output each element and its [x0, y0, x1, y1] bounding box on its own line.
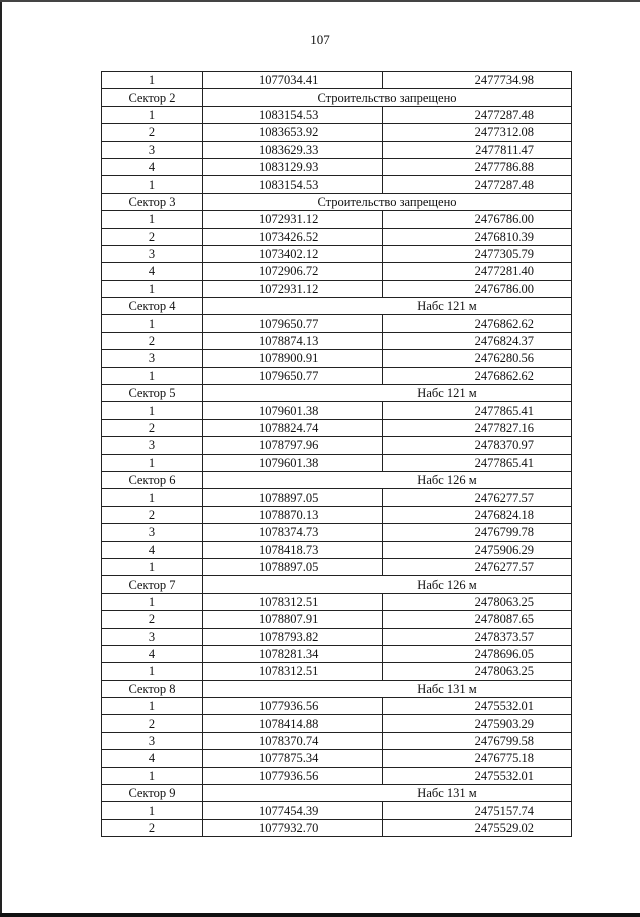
point-number: 1 — [102, 663, 203, 680]
y-coordinate: 2478696.05 — [383, 645, 572, 662]
x-coordinate: 1077875.34 — [203, 750, 383, 767]
table-row — [102, 489, 572, 506]
point-number: 1 — [102, 489, 203, 506]
x-coordinate: 1072906.72 — [203, 263, 383, 280]
point-number: 2 — [102, 611, 203, 628]
table-row — [102, 280, 572, 297]
y-coordinate: 2478373.57 — [383, 628, 572, 645]
table-row — [102, 732, 572, 749]
y-coordinate: 2477734.98 — [383, 72, 572, 89]
y-coordinate: 2475532.01 — [383, 698, 572, 715]
x-coordinate: 1078414.88 — [203, 715, 383, 732]
point-number: 1 — [102, 802, 203, 819]
table-row — [102, 315, 572, 332]
x-coordinate: 1072931.12 — [203, 280, 383, 297]
sector-label: Сектор 9 — [102, 785, 203, 802]
sector-note: Строительство запрещено — [203, 193, 572, 210]
y-coordinate: 2476810.39 — [383, 228, 572, 245]
y-coordinate: 2475529.02 — [383, 819, 572, 836]
point-number: 1 — [102, 454, 203, 471]
x-coordinate: 1083629.33 — [203, 141, 383, 158]
coordinates-table — [101, 71, 572, 837]
sector-header-row — [102, 785, 572, 802]
table-row — [102, 645, 572, 662]
y-coordinate: 2478063.25 — [383, 663, 572, 680]
table-row — [102, 506, 572, 523]
table-row — [102, 72, 572, 89]
sector-note: Набс 126 м — [203, 576, 572, 593]
y-coordinate: 2477865.41 — [383, 454, 572, 471]
x-coordinate: 1078312.51 — [203, 593, 383, 610]
y-coordinate: 2475157.74 — [383, 802, 572, 819]
point-number: 4 — [102, 158, 203, 175]
sector-header-row — [102, 471, 572, 488]
y-coordinate: 2476277.57 — [383, 489, 572, 506]
y-coordinate: 2476799.58 — [383, 732, 572, 749]
sector-note: Набс 131 м — [203, 785, 572, 802]
x-coordinate: 1078374.73 — [203, 524, 383, 541]
y-coordinate: 2477305.79 — [383, 245, 572, 262]
point-number: 2 — [102, 124, 203, 141]
point-number: 2 — [102, 332, 203, 349]
point-number: 4 — [102, 750, 203, 767]
table-row — [102, 124, 572, 141]
point-number: 4 — [102, 263, 203, 280]
y-coordinate: 2476280.56 — [383, 350, 572, 367]
sector-note: Набс 121 м — [203, 298, 572, 315]
x-coordinate: 1083154.53 — [203, 176, 383, 193]
y-coordinate: 2475903.29 — [383, 715, 572, 732]
sector-label: Сектор 7 — [102, 576, 203, 593]
point-number: 1 — [102, 72, 203, 89]
table-row — [102, 419, 572, 436]
point-number: 1 — [102, 558, 203, 575]
table-row — [102, 750, 572, 767]
x-coordinate: 1078897.05 — [203, 489, 383, 506]
x-coordinate: 1077454.39 — [203, 802, 383, 819]
table-row — [102, 698, 572, 715]
sector-label: Сектор 2 — [102, 89, 203, 106]
point-number: 2 — [102, 819, 203, 836]
x-coordinate: 1072931.12 — [203, 211, 383, 228]
sector-header-row — [102, 89, 572, 106]
x-coordinate: 1077932.70 — [203, 819, 383, 836]
x-coordinate: 1083154.53 — [203, 106, 383, 123]
table-row — [102, 802, 572, 819]
point-number: 3 — [102, 350, 203, 367]
x-coordinate: 1078897.05 — [203, 558, 383, 575]
table-row — [102, 819, 572, 836]
point-number: 1 — [102, 593, 203, 610]
sector-header-row — [102, 193, 572, 210]
table-row — [102, 141, 572, 158]
point-number: 1 — [102, 106, 203, 123]
sector-header-row — [102, 298, 572, 315]
scan-bottom-edge — [0, 913, 640, 917]
point-number: 2 — [102, 228, 203, 245]
x-coordinate: 1078418.73 — [203, 541, 383, 558]
x-coordinate: 1077034.41 — [203, 72, 383, 89]
y-coordinate: 2477811.47 — [383, 141, 572, 158]
point-number: 1 — [102, 315, 203, 332]
y-coordinate: 2477827.16 — [383, 419, 572, 436]
x-coordinate: 1083653.92 — [203, 124, 383, 141]
table-row — [102, 402, 572, 419]
point-number: 2 — [102, 715, 203, 732]
x-coordinate: 1078793.82 — [203, 628, 383, 645]
x-coordinate: 1078370.74 — [203, 732, 383, 749]
y-coordinate: 2476824.18 — [383, 506, 572, 523]
y-coordinate: 2477287.48 — [383, 106, 572, 123]
sector-header-row — [102, 385, 572, 402]
y-coordinate: 2476277.57 — [383, 558, 572, 575]
x-coordinate: 1073402.12 — [203, 245, 383, 262]
x-coordinate: 1079601.38 — [203, 402, 383, 419]
point-number: 1 — [102, 698, 203, 715]
sector-note: Набс 131 м — [203, 680, 572, 697]
x-coordinate: 1078824.74 — [203, 419, 383, 436]
y-coordinate: 2476786.00 — [383, 280, 572, 297]
y-coordinate: 2478087.65 — [383, 611, 572, 628]
table-row — [102, 558, 572, 575]
table-row — [102, 158, 572, 175]
y-coordinate: 2476799.78 — [383, 524, 572, 541]
sector-label: Сектор 6 — [102, 471, 203, 488]
y-coordinate: 2477281.40 — [383, 263, 572, 280]
table-row — [102, 176, 572, 193]
sector-header-row — [102, 680, 572, 697]
table-row — [102, 593, 572, 610]
page-number: 107 — [310, 32, 330, 47]
y-coordinate: 2477287.48 — [383, 176, 572, 193]
table-row — [102, 106, 572, 123]
scan-top-edge — [0, 0, 640, 2]
sector-note: Набс 121 м — [203, 385, 572, 402]
point-number: 3 — [102, 628, 203, 645]
point-number: 3 — [102, 524, 203, 541]
table-row — [102, 454, 572, 471]
point-number: 3 — [102, 437, 203, 454]
table-row — [102, 663, 572, 680]
x-coordinate: 1073426.52 — [203, 228, 383, 245]
table-row — [102, 767, 572, 784]
sector-label: Сектор 4 — [102, 298, 203, 315]
x-coordinate: 1078797.96 — [203, 437, 383, 454]
scan-left-edge — [0, 0, 2, 917]
point-number: 1 — [102, 402, 203, 419]
y-coordinate: 2475532.01 — [383, 767, 572, 784]
table-row — [102, 628, 572, 645]
sector-label: Сектор 5 — [102, 385, 203, 402]
y-coordinate: 2477865.41 — [383, 402, 572, 419]
point-number: 1 — [102, 211, 203, 228]
x-coordinate: 1077936.56 — [203, 698, 383, 715]
table-row — [102, 524, 572, 541]
y-coordinate: 2477786.88 — [383, 158, 572, 175]
table-row — [102, 715, 572, 732]
sector-header-row — [102, 576, 572, 593]
sector-note: Строительство запрещено — [203, 89, 572, 106]
table-row — [102, 350, 572, 367]
x-coordinate: 1078874.13 — [203, 332, 383, 349]
point-number: 1 — [102, 280, 203, 297]
table-row — [102, 211, 572, 228]
point-number: 1 — [102, 767, 203, 784]
sector-note: Набс 126 м — [203, 471, 572, 488]
point-number: 1 — [102, 176, 203, 193]
point-number: 1 — [102, 367, 203, 384]
y-coordinate: 2475906.29 — [383, 541, 572, 558]
x-coordinate: 1078900.91 — [203, 350, 383, 367]
sector-label: Сектор 3 — [102, 193, 203, 210]
y-coordinate: 2476775.18 — [383, 750, 572, 767]
table-row — [102, 332, 572, 349]
point-number: 3 — [102, 141, 203, 158]
sector-label: Сектор 8 — [102, 680, 203, 697]
y-coordinate: 2476862.62 — [383, 315, 572, 332]
y-coordinate: 2478370.97 — [383, 437, 572, 454]
x-coordinate: 1079650.77 — [203, 367, 383, 384]
x-coordinate: 1078807.91 — [203, 611, 383, 628]
table-row — [102, 541, 572, 558]
point-number: 3 — [102, 245, 203, 262]
table-row — [102, 228, 572, 245]
x-coordinate: 1078312.51 — [203, 663, 383, 680]
point-number: 4 — [102, 541, 203, 558]
x-coordinate: 1078281.34 — [203, 645, 383, 662]
x-coordinate: 1077936.56 — [203, 767, 383, 784]
point-number: 4 — [102, 645, 203, 662]
y-coordinate: 2476786.00 — [383, 211, 572, 228]
point-number: 2 — [102, 419, 203, 436]
y-coordinate: 2478063.25 — [383, 593, 572, 610]
y-coordinate: 2476824.37 — [383, 332, 572, 349]
table-row — [102, 263, 572, 280]
coordinates-table-body — [102, 72, 572, 837]
table-row — [102, 367, 572, 384]
table-row — [102, 245, 572, 262]
x-coordinate: 1079601.38 — [203, 454, 383, 471]
y-coordinate: 2477312.08 — [383, 124, 572, 141]
table-row — [102, 611, 572, 628]
x-coordinate: 1078870.13 — [203, 506, 383, 523]
y-coordinate: 2476862.62 — [383, 367, 572, 384]
table-row — [102, 437, 572, 454]
x-coordinate: 1083129.93 — [203, 158, 383, 175]
point-number: 2 — [102, 506, 203, 523]
x-coordinate: 1079650.77 — [203, 315, 383, 332]
point-number: 3 — [102, 732, 203, 749]
